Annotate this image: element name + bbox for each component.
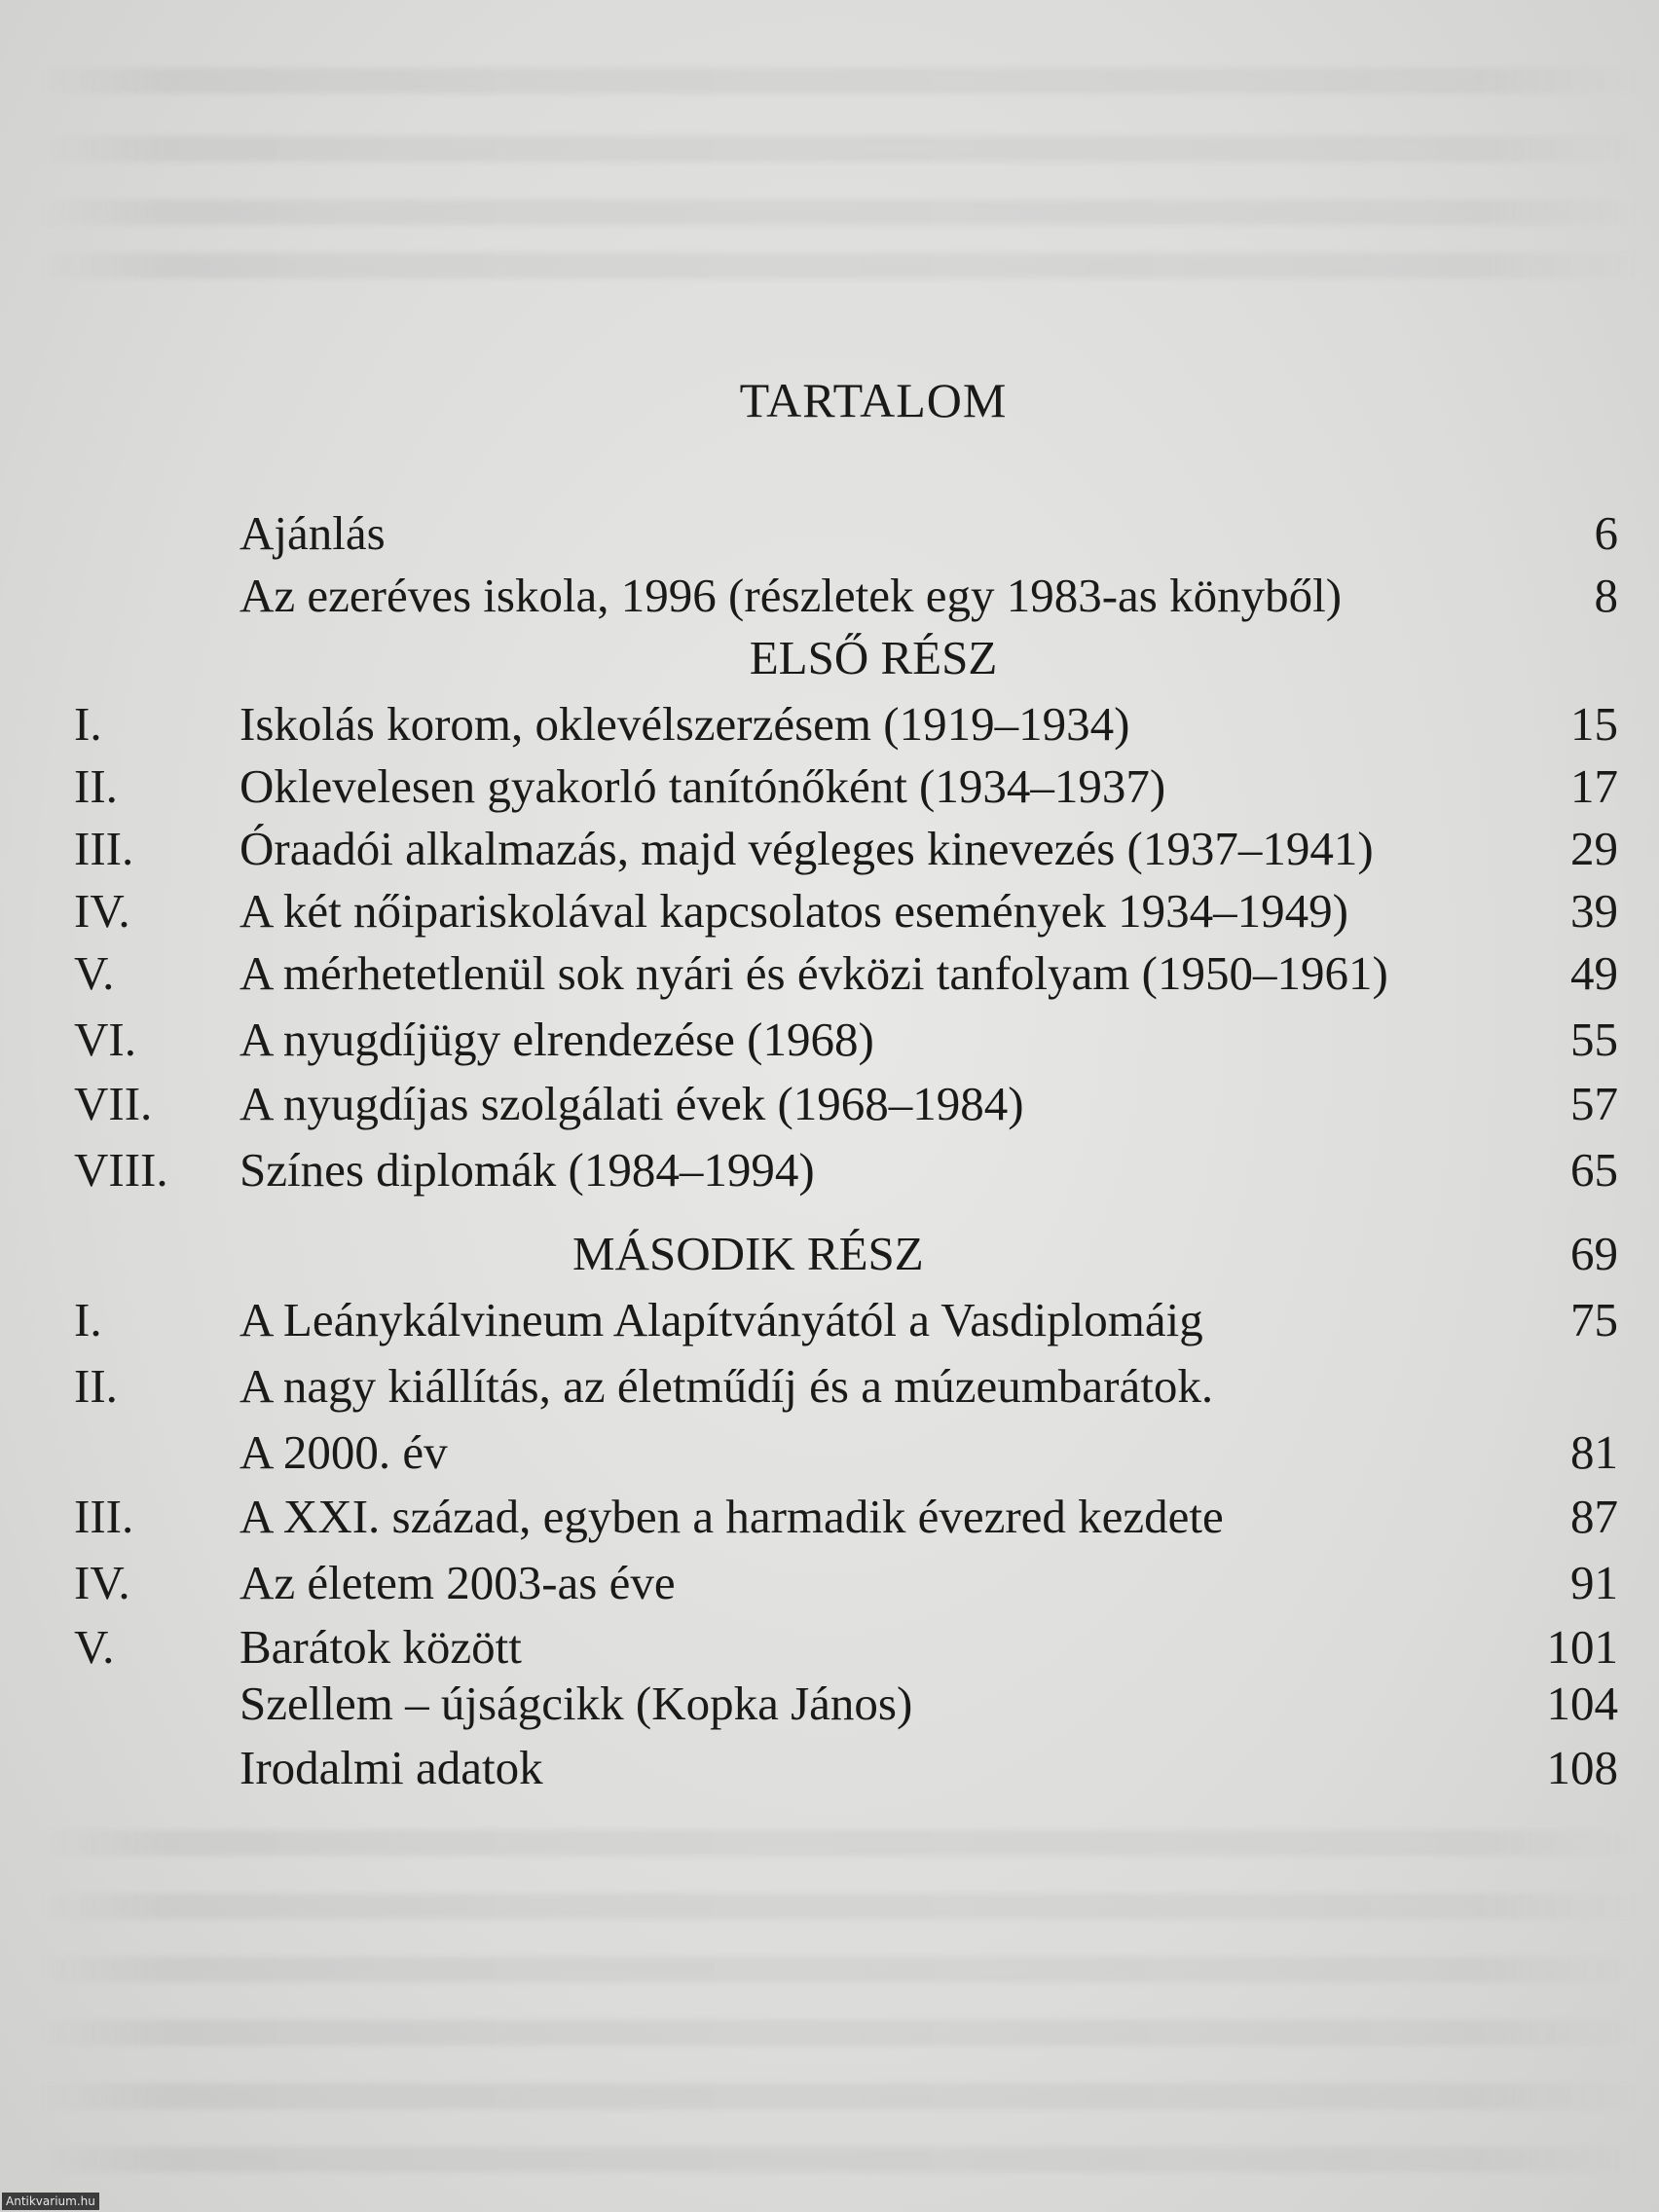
entry-text: Iskolás korom, oklevélszerzésem (1919–1934) bbox=[240, 697, 1130, 751]
entry-text: Ajánlás bbox=[240, 506, 386, 560]
chapter-number: II. bbox=[74, 759, 118, 813]
entry-text: A két nőipariskolával kapcsolatos események 1934–1949) bbox=[240, 884, 1348, 938]
entry-page: 8 bbox=[1594, 569, 1618, 622]
toc-entry bbox=[0, 695, 1659, 754]
entry-text: A mérhetetlenül sok nyári és évközi tanfolyam (1950–1961) bbox=[240, 946, 1388, 1000]
toc-entry bbox=[0, 820, 1659, 878]
toc-entry bbox=[0, 567, 1659, 625]
toc-entry bbox=[0, 1141, 1659, 1199]
entry-page: 91 bbox=[1570, 1556, 1618, 1609]
entry-text: A 2000. év bbox=[240, 1425, 448, 1479]
entry-page: 55 bbox=[1570, 1013, 1618, 1066]
part2-heading: MÁSODIK RÉSZ bbox=[572, 1227, 924, 1280]
toc-entry bbox=[0, 1618, 1659, 1677]
chapter-number: IV. bbox=[74, 1556, 130, 1609]
entry-page: 6 bbox=[1594, 506, 1618, 560]
entry-page: 69 bbox=[1570, 1227, 1618, 1280]
toc-entry bbox=[0, 504, 1659, 563]
toc-entry bbox=[0, 944, 1659, 1003]
chapter-number: V. bbox=[74, 946, 115, 1000]
page-title: TARTALOM bbox=[739, 373, 1008, 427]
chapter-number: VIII. bbox=[74, 1143, 168, 1197]
toc-entry bbox=[0, 1075, 1659, 1133]
entry-page: 75 bbox=[1570, 1293, 1618, 1346]
entry-text: Irodalmi adatok bbox=[240, 1741, 543, 1794]
entry-text: Oklevelesen gyakorló tanítónőként (1934–1937) bbox=[240, 759, 1166, 813]
watermark: Antikvarium.hu bbox=[2, 2193, 99, 2210]
entry-text: A XXI. század, egyben a harmadik évezred kezdete bbox=[240, 1490, 1224, 1543]
entry-text: Az életem 2003-as éve bbox=[240, 1556, 676, 1609]
entry-text: A nyugdíjügy elrendezése (1968) bbox=[240, 1013, 874, 1066]
toc-entry bbox=[0, 1011, 1659, 1069]
entry-page: 65 bbox=[1570, 1143, 1618, 1197]
entry-text: Barátok között bbox=[240, 1620, 522, 1674]
entry-page: 104 bbox=[1546, 1677, 1618, 1730]
toc-entry bbox=[0, 1357, 1659, 1416]
toc-entry bbox=[0, 1291, 1659, 1349]
entry-text: A Leánykálvineum Alapítványától a Vasdiplomáig bbox=[240, 1293, 1203, 1346]
chapter-number: V. bbox=[74, 1620, 115, 1674]
part2-heading-row bbox=[0, 1225, 1659, 1283]
toc-entry bbox=[0, 1423, 1659, 1482]
entry-page: 108 bbox=[1546, 1741, 1618, 1794]
toc-entry bbox=[0, 1488, 1659, 1546]
chapter-number: VI. bbox=[74, 1013, 136, 1066]
entry-page: 29 bbox=[1570, 822, 1618, 875]
chapter-number: IV. bbox=[74, 884, 130, 938]
entry-page: 87 bbox=[1570, 1490, 1618, 1543]
entry-page: 101 bbox=[1546, 1620, 1618, 1674]
chapter-number: III. bbox=[74, 1490, 134, 1543]
chapter-number: I. bbox=[74, 1293, 102, 1346]
chapter-number: I. bbox=[74, 697, 102, 751]
entry-page: 57 bbox=[1570, 1077, 1618, 1130]
entry-page: 49 bbox=[1570, 946, 1618, 1000]
toc-entry bbox=[0, 757, 1659, 816]
entry-text: A nagy kiállítás, az életműdíj és a múzeumbarátok. bbox=[240, 1359, 1214, 1413]
entry-text: Szellem – újságcikk (Kopka János) bbox=[240, 1677, 913, 1730]
entry-text: Színes diplomák (1984–1994) bbox=[240, 1143, 815, 1197]
entry-text: Az ezeréves iskola, 1996 (részletek egy 1983-as könyből) bbox=[240, 569, 1343, 622]
chapter-number: VII. bbox=[74, 1077, 153, 1130]
chapter-number: II. bbox=[74, 1359, 118, 1413]
entry-page: 39 bbox=[1570, 884, 1618, 938]
toc-entry bbox=[0, 1554, 1659, 1612]
toc-entry bbox=[0, 882, 1659, 940]
toc-entry bbox=[0, 1739, 1659, 1797]
entry-page: 81 bbox=[1570, 1425, 1618, 1479]
chapter-number: III. bbox=[74, 822, 134, 875]
entry-text: Óraadói alkalmazás, majd végleges kinevezés (1937–1941) bbox=[240, 822, 1374, 875]
entry-page: 15 bbox=[1570, 697, 1618, 751]
entry-page: 17 bbox=[1570, 759, 1618, 813]
entry-text: A nyugdíjas szolgálati évek (1968–1984) bbox=[240, 1077, 1024, 1130]
part1-heading: ELSŐ RÉSZ bbox=[749, 631, 998, 684]
toc-entry bbox=[0, 1675, 1659, 1733]
